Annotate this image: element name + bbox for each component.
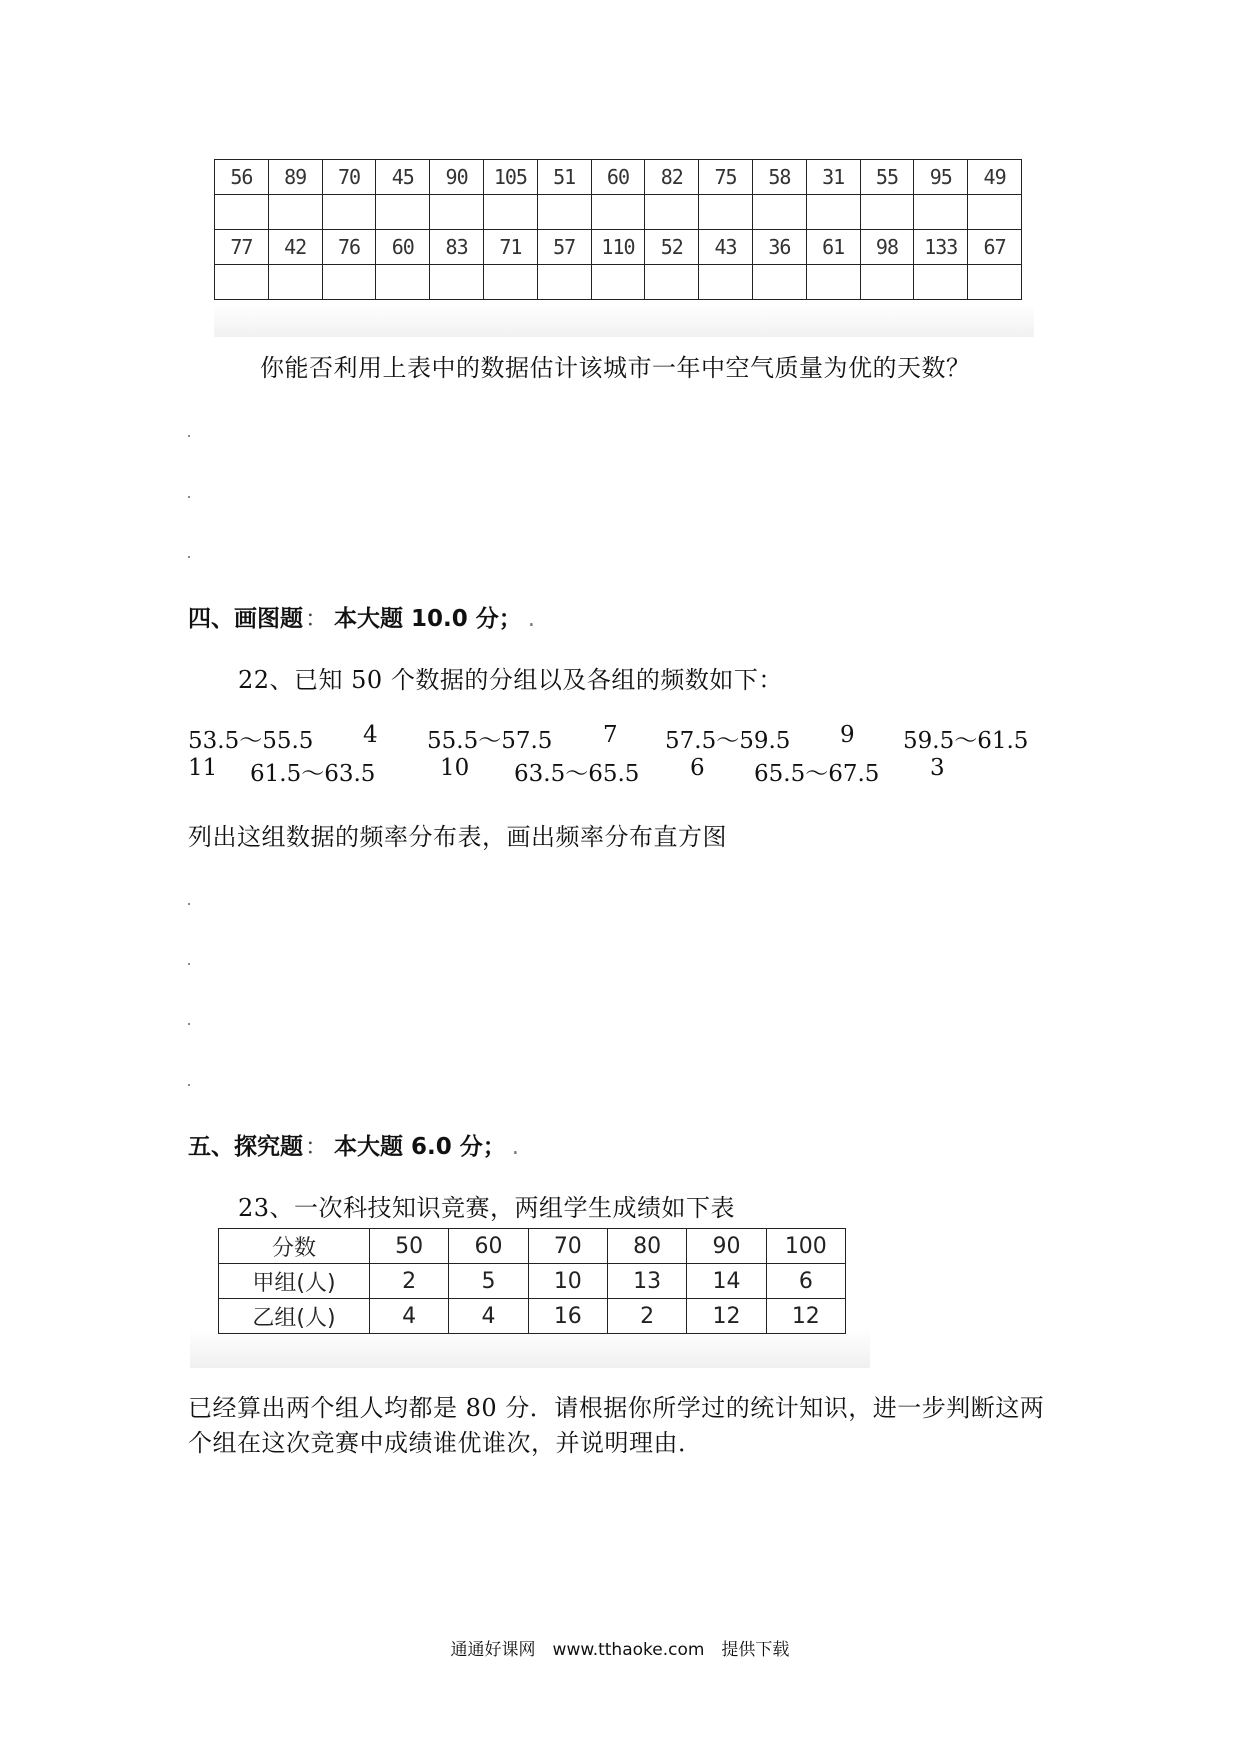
section-score: 本大题 6.0 分； [334,1134,506,1160]
empty-cell [860,265,914,300]
table-cell: 4 [449,1299,528,1334]
empty-cell [322,265,376,300]
empty-cell [537,195,591,230]
aqi-table-container [214,159,1034,337]
aqi-data-table [214,159,1022,300]
empty-cell [430,265,484,300]
question-22-intro: 22、已知 50 个数据的分组以及各组的频数如下： [238,666,783,694]
empty-cell [537,265,591,300]
freq-range: 53.5～55.5 [188,728,314,754]
empty-cell [483,195,537,230]
empty-cell [645,265,699,300]
section-title: 四、画图题 [188,606,303,632]
table-row-empty [215,195,1022,230]
table-cell: 82 [645,160,699,195]
table-cell: 90 [430,160,484,195]
table-row [219,1299,846,1334]
margin-dot [188,556,190,558]
table-cell: 60 [591,160,645,195]
table-cell: 51 [537,160,591,195]
table-cell: 133 [914,230,968,265]
margin-dot [188,496,190,498]
empty-cell [591,195,645,230]
freq-count: 9 [840,722,855,748]
table-cell: 67 [968,230,1022,265]
empty-cell [322,195,376,230]
table-cell: 乙组(人) [219,1299,370,1334]
margin-dot [188,903,190,905]
empty-cell [752,195,806,230]
table-header-cell: 60 [449,1229,528,1264]
table-cell: 13 [607,1264,686,1299]
empty-cell [699,195,753,230]
table-cell: 52 [645,230,699,265]
freq-range: 63.5～65.5 [514,761,640,787]
table-cell: 2 [370,1264,449,1299]
table-cell: 36 [752,230,806,265]
empty-cell [268,195,322,230]
question-21-prompt: 你能否利用上表中的数据估计该城市一年中空气质量为优的天数？ [260,354,971,382]
section-4-heading [188,600,535,633]
question-22-task: 列出这组数据的频率分布表，画出频率分布直方图 [188,823,727,851]
margin-dot [188,1023,190,1025]
margin-dot [188,963,190,965]
freq-range: 55.5～57.5 [427,728,553,754]
table-cell: 甲组(人) [219,1264,370,1299]
table-cell: 45 [376,160,430,195]
empty-cell [914,195,968,230]
table-header-cell: 50 [370,1229,449,1264]
table-cell: 56 [215,160,269,195]
table-cell: 55 [860,160,914,195]
empty-cell [968,195,1022,230]
margin-dot [188,435,190,437]
empty-cell [376,265,430,300]
freq-count: 10 [440,755,470,781]
table-cell: 105 [483,160,537,195]
table-row [215,230,1022,265]
empty-cell [430,195,484,230]
section-title: 五、探究题 [188,1134,303,1160]
section-5-heading [188,1128,519,1161]
question-23-text-line-1: 已经算出两个组人均都是 80 分．请根据你所学过的统计知识，进一步判断这两 [188,1394,1045,1422]
table-header-cell: 分数 [219,1229,370,1264]
freq-count: 3 [930,755,945,781]
freq-range: 61.5～63.5 [250,761,376,787]
table-cell: 49 [968,160,1022,195]
table-header-cell: 80 [607,1229,686,1264]
empty-cell [968,265,1022,300]
table-header-cell: 70 [528,1229,607,1264]
score-table [218,1228,846,1334]
table-cell: 71 [483,230,537,265]
table-cell: 42 [268,230,322,265]
table-row [219,1264,846,1299]
section-separator: ： [305,1134,328,1160]
empty-cell [699,265,753,300]
freq-count: 11 [188,755,218,781]
table-cell: 57 [537,230,591,265]
table-cell: 6 [766,1264,845,1299]
table-header-row [219,1229,846,1264]
section-score: 本大题 10.0 分； [334,606,522,632]
table-cell: 5 [449,1264,528,1299]
margin-dot [188,1084,190,1086]
empty-cell [645,195,699,230]
freq-count: 7 [603,722,618,748]
table-cell: 98 [860,230,914,265]
table-cell: 89 [268,160,322,195]
table-cell: 4 [370,1299,449,1334]
empty-cell [806,265,860,300]
table-cell: 31 [806,160,860,195]
table-cell: 77 [215,230,269,265]
empty-cell [376,195,430,230]
table-row-empty [215,265,1022,300]
table-cell: 95 [914,160,968,195]
empty-cell [914,265,968,300]
empty-cell [860,195,914,230]
freq-count: 4 [363,722,378,748]
empty-cell [483,265,537,300]
section-tail-mark: . [511,1134,520,1160]
table-cell: 12 [766,1299,845,1334]
table-header-cell: 90 [687,1229,766,1264]
empty-cell [752,265,806,300]
table-cell: 75 [699,160,753,195]
freq-range: 57.5～59.5 [665,728,791,754]
question-23-text-line-2: 个组在这次竞赛中成绩谁优谁次，并说明理由． [188,1429,703,1457]
table-cell: 83 [430,230,484,265]
table-header-cell: 100 [766,1229,845,1264]
page-footer: 通通好课网 www.tthaoke.com 提供下载 [450,1640,790,1660]
score-table-container [190,1228,870,1368]
table-cell: 14 [687,1264,766,1299]
freq-range: 59.5～61.5 [903,728,1029,754]
table-row [215,160,1022,195]
empty-cell [591,265,645,300]
table-cell: 60 [376,230,430,265]
freq-count: 6 [690,755,705,781]
table-cell: 12 [687,1299,766,1334]
empty-cell [215,195,269,230]
table-cell: 110 [591,230,645,265]
section-separator: ： [305,606,328,632]
freq-range: 65.5～67.5 [754,761,880,787]
table-cell: 43 [699,230,753,265]
empty-cell [215,265,269,300]
empty-cell [806,195,860,230]
section-tail-mark: . [527,606,536,632]
table-cell: 58 [752,160,806,195]
table-cell: 2 [607,1299,686,1334]
table-cell: 70 [322,160,376,195]
table-cell: 10 [528,1264,607,1299]
table-cell: 16 [528,1299,607,1334]
question-23-intro: 23、一次科技知识竞赛，两组学生成绩如下表 [238,1194,736,1222]
table-cell: 61 [806,230,860,265]
table-cell: 76 [322,230,376,265]
empty-cell [268,265,322,300]
